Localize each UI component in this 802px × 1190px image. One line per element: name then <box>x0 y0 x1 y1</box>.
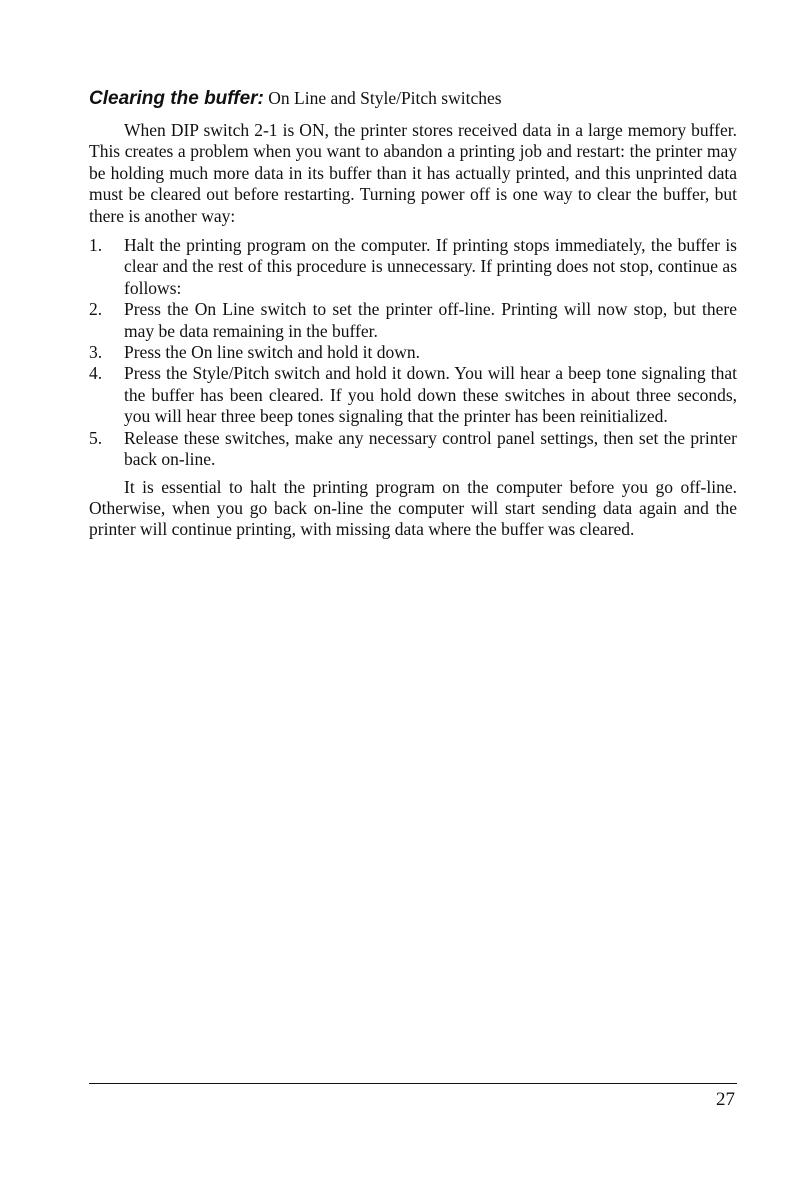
procedure-step <box>89 342 737 363</box>
step-number: 5. <box>89 427 103 448</box>
section-heading <box>89 86 737 111</box>
step-text: Halt the printing program on the computer. If printing stops immediately, the buffer is clear and the rest of this procedure is unnecessary. If printing does not stop, continue as follows: <box>124 235 737 298</box>
procedure-step <box>89 428 737 471</box>
step-number: 2. <box>89 299 103 320</box>
step-number: 1. <box>89 235 103 256</box>
step-text: Press the On Line switch to set the printer off-line. Printing will now stop, but there may be data remaining in the buffer. <box>124 299 737 341</box>
step-text: Press the On line switch and hold it down. <box>124 342 421 363</box>
page-content <box>89 86 737 541</box>
intro-paragraph: When DIP switch 2-1 is ON, the printer stores received data in a large memory buffer. This creates a problem when you want to abandon a printing job and restart: the printer may be holding much more data in its buffer than it has actually printed, and this unprinted data must be cleared out before restarting. Turning power off is one way to clear the buffer, but there is another way: <box>89 120 737 226</box>
step-number: 3. <box>89 342 103 363</box>
section-heading-title: Clearing the buffer: <box>89 88 264 109</box>
procedure-steps <box>89 235 737 470</box>
closing-paragraph: It is essential to halt the printing program on the computer before you go off-line. Otherwise, when you go back on-line the computer will start sending data again and the printer will continue printing, with missing data where the buffer was cleared. <box>89 476 737 540</box>
step-text: Release these switches, make any necessary control panel settings, then set the printer back on-line. <box>124 427 737 470</box>
procedure-step <box>89 363 737 427</box>
page-number: 27 <box>716 1089 735 1110</box>
step-text: Press the Style/Pitch switch and hold it down. You will hear a beep tone signaling that the buffer has been cleared. If you hold down these switches in about three seconds, you will hear three beep tones signaling that the printer has been reinitialized. <box>124 363 737 427</box>
section-heading-subtitle: On Line and Style/Pitch switches <box>268 88 502 108</box>
footer-divider <box>89 1083 737 1084</box>
procedure-step <box>89 235 737 299</box>
step-number: 4. <box>89 363 103 384</box>
procedure-step <box>89 299 737 342</box>
